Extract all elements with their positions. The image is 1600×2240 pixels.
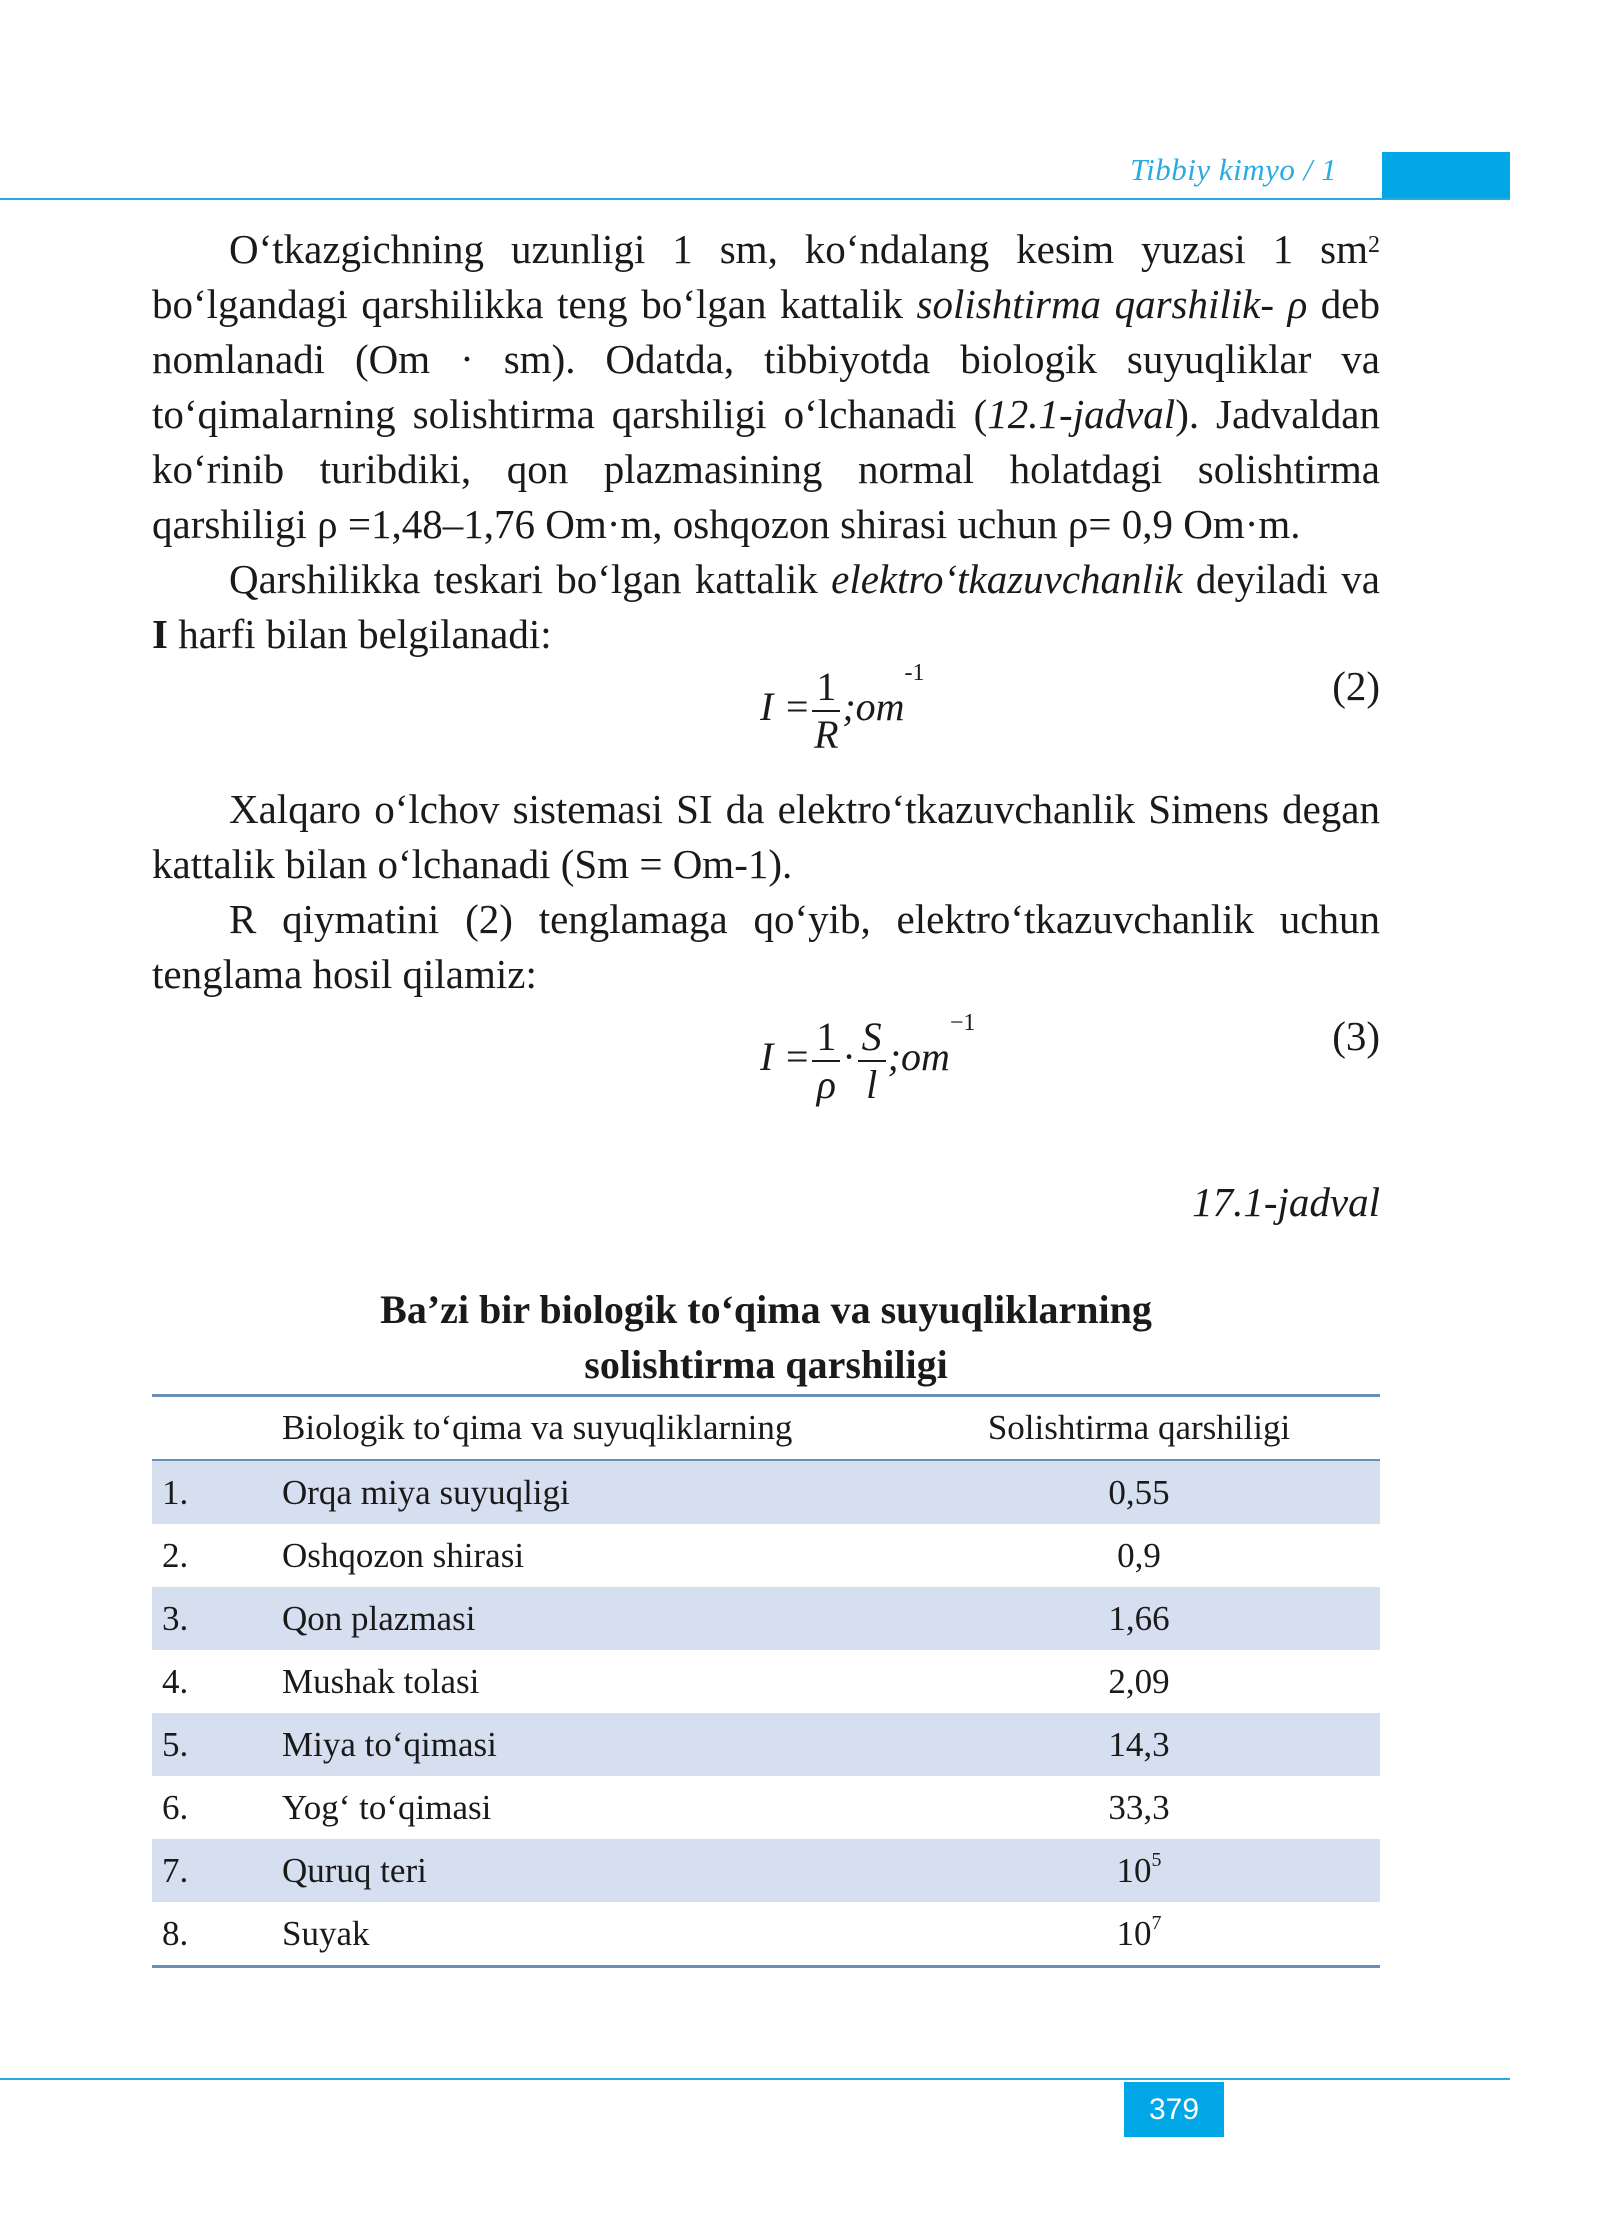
page-number: 379 [1124,2082,1224,2137]
table-caption: 17.1-jadval [1192,1179,1380,1225]
header-name: Biologik to‘qima va suyuqliklarning [281,1396,898,1461]
superscript: 2 [1368,232,1380,258]
header-rule [0,198,1510,200]
value-text: 14,3 [1108,1724,1170,1764]
row-value [898,1650,1380,1713]
row-value [898,1776,1380,1839]
table-reference: 12.1-jadval [987,391,1176,437]
table-row [152,1776,1380,1839]
row-number: 1. [152,1460,281,1524]
value-text: 10 [1116,1850,1152,1890]
table-row [152,1713,1380,1776]
resistivity-table [152,1394,1380,1968]
value-text: 1,66 [1108,1598,1170,1638]
page-body [152,222,1380,1968]
row-value [898,1524,1380,1587]
table-row [152,1524,1380,1587]
row-number: 2. [162,1535,189,1575]
symbol-I: I [152,611,168,657]
value-exponent: 5 [1151,1848,1162,1871]
row-value [898,1460,1380,1524]
formula-2 [152,662,1380,782]
table-row [152,1902,1380,1967]
running-title: Tibbiy kimyo / 1 [1130,152,1337,187]
term-resistivity: solishtirma qarshilik- ρ [916,281,1308,327]
formula-3-expression: I = $\frac{1}{\rho}$ · $\frac{S}{l}$ $;om^{-1}$ [760,1010,976,1107]
formula-2-expression: I = $\frac{1}{R}$ $;om^{-1}$ [760,660,925,757]
header-number [152,1396,281,1461]
row-name: Orqa miya suyuqligi [281,1460,898,1524]
row-number: 3. [152,1587,281,1650]
paragraph-conductivity: Qarshilikka teskari bo‘lgan kattalik elektro‘tkazuvchanlik deyiladi va I harfi bilan belgilanadi: [152,556,1380,657]
formula-3 [152,1002,1380,1132]
row-value [898,1587,1380,1650]
row-value [898,1839,1380,1902]
row-number: 5. [152,1713,281,1776]
row-name: Suyak [281,1902,898,1967]
table-row [152,1650,1380,1713]
paragraph-resistivity: O‘tkazgichning uzunligi 1 sm, ko‘ndalang kesim yuzasi 1 $sm^2$ bo‘lgandagi qarshilikka teng bo‘lgan kattalik solishtirma qarshilik- ρ deb nomlanadi (Om · sm). Odatda, tibbiyotda biologik suyuqliklar va to‘qimalarning solishtirma qarshiligi o‘lchanadi (12.1-jadval). Jadvaldan ko‘rinib turibdiki, qon plazmasining normal holatdagi solishtirma qarshiligi ρ =1,48–1,76 Om·m, oshqozon shirasi uchun ρ= 0,9 Om·m. [152,226,1381,547]
row-name: Mushak tolasi [282,1661,480,1701]
row-name: Qon plazmasi [281,1587,898,1650]
table-row [152,1839,1380,1902]
row-name: Yog‘ to‘qimasi [282,1787,492,1827]
value-text: 10 [1116,1913,1152,1953]
row-value [898,1713,1380,1776]
paragraph-substitution: R qiymatini (2) tenglamaga qo‘yib, elektro‘tkazuvchanlik uchun tenglama hosil qilamiz: [152,896,1380,997]
value-text: 2,09 [1108,1661,1170,1701]
value-exponent: 7 [1151,1911,1162,1934]
table-header-row [152,1396,1380,1461]
value-text: 0,9 [1117,1535,1161,1575]
row-name: Miya to‘qimasi [281,1713,898,1776]
value-text: 33,3 [1108,1787,1170,1827]
equation-number-3: (3) [1332,1013,1380,1059]
term-conductivity: elektro‘tkazuvchanlik [831,556,1183,602]
table-title: Ba’zi bir biologik to‘qima va suyuqliklarning solishtirma qarshiligi [380,1287,1152,1387]
value-text: 0,55 [1108,1472,1170,1512]
row-number: 6. [162,1787,189,1827]
header-color-block [1382,152,1510,198]
row-name: Quruq teri [281,1839,898,1902]
paragraph-si-units: Xalqaro o‘lchov sistemasi SI da elektro‘tkazuvchanlik Simens degan kattalik bilan o‘lchanadi (Sm = Om-1). [152,786,1380,887]
table-row [152,1460,1380,1524]
row-number: 4. [162,1661,189,1701]
table-row [152,1587,1380,1650]
header-value: Solishtirma qarshiligi [898,1396,1380,1461]
row-value [898,1902,1380,1967]
row-name: Oshqozon shirasi [282,1535,525,1575]
footer-rule [0,2078,1510,2080]
equation-number-2: (2) [1332,663,1380,709]
row-number: 7. [152,1839,281,1902]
row-number: 8. [152,1902,281,1967]
